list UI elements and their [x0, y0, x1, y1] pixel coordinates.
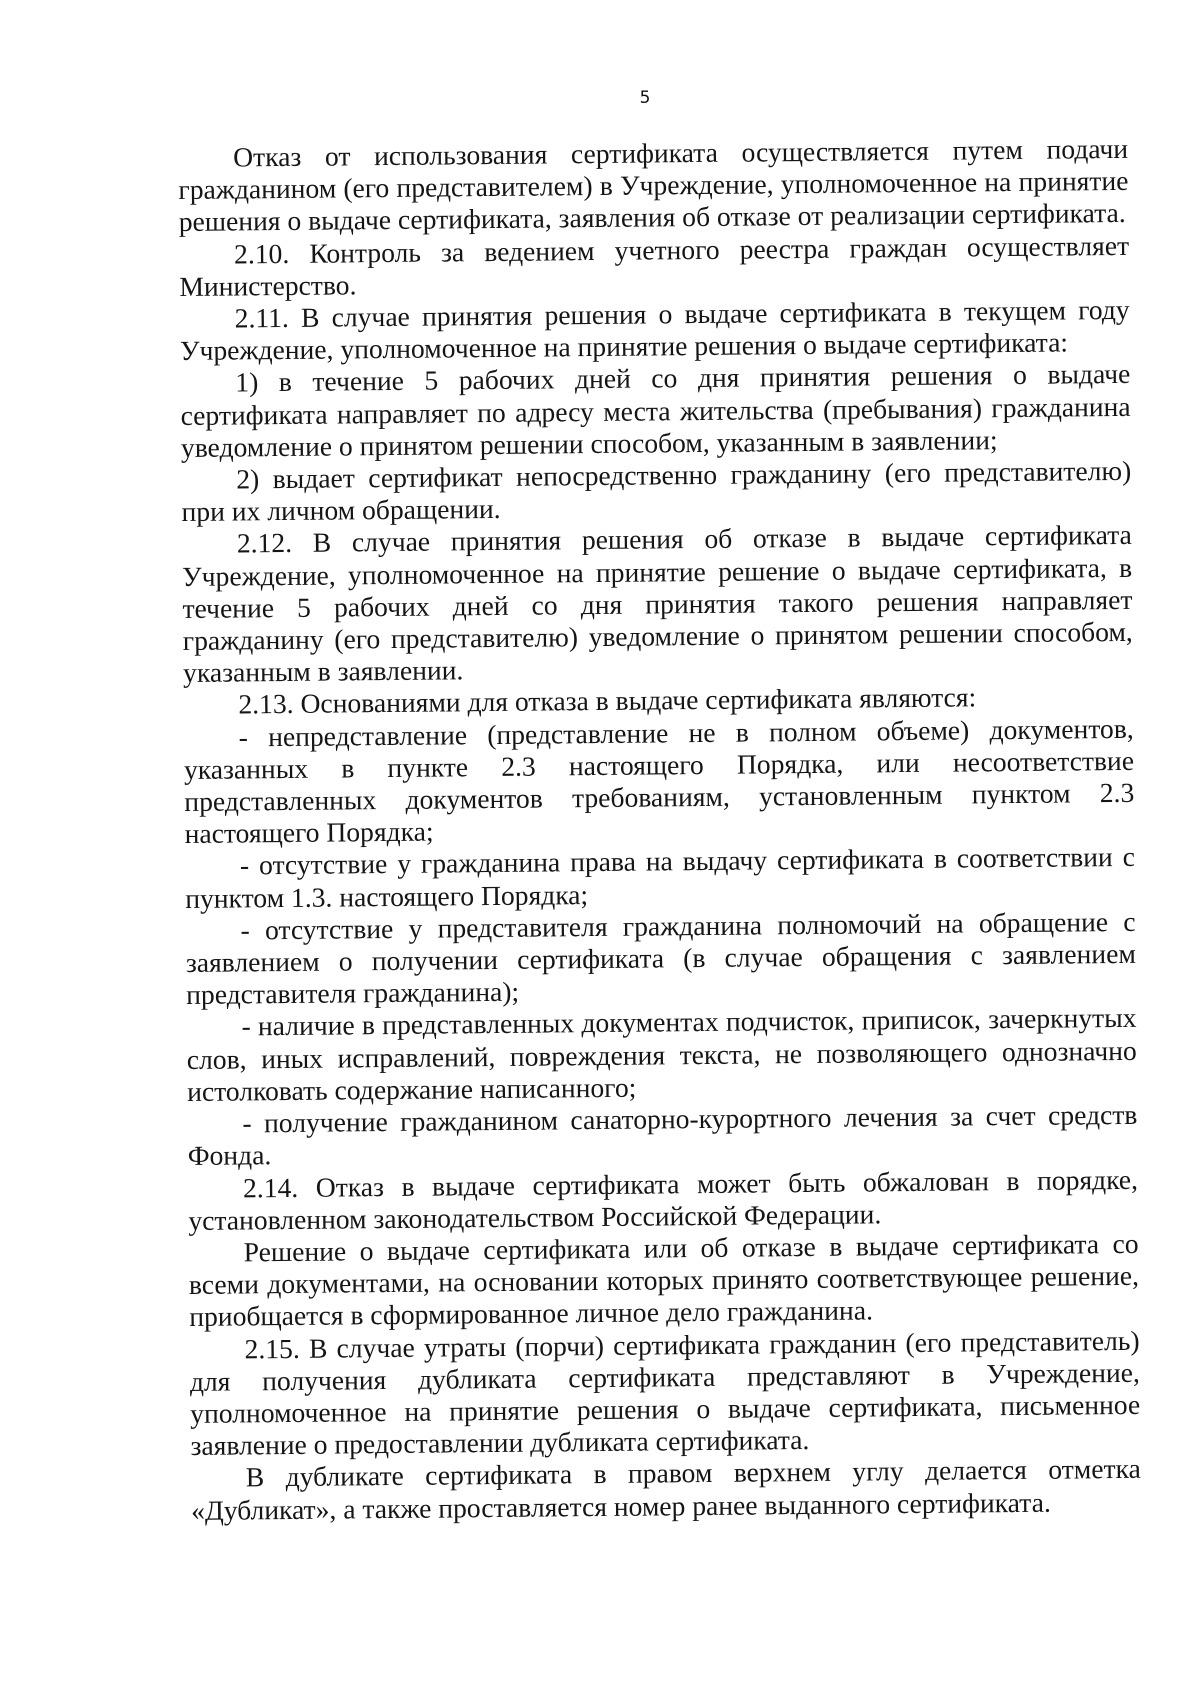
paragraph-2-13-ground-5: - получение гражданином санаторно-курортного лечения за счет средств Фонда. — [187, 1098, 1138, 1172]
paragraph-2-13-ground-4: - наличие в представленных документах подчисток, приписок, зачеркнутых слов, иных исправлений, повреждения текста, не позволяющего однозначно истолковать содержание написанного; — [186, 1002, 1137, 1107]
paragraph-2-13-ground-2: - отсутствие у гражданина права на выдачу сертификата в соответствии с пунктом 1.3. настоящего Порядка; — [185, 841, 1136, 914]
paragraph-2-13-ground-3: - отсутствие у представителя гражданина полномочий на обращение с заявлением о получении сертификата (в случае обращения с заявлением представителя гражданина); — [185, 905, 1136, 1011]
paragraph-2-12: 2.12. В случае принятия решения об отказе в выдаче сертификата Учреждение, уполномоченное на принятие решение о выдаче сертификата, в течение 5 рабочих дней со дня принятия такого решения направляет гражданину (его представителю) уведомление о принятом решении способом, указанным в заявлении. — [182, 519, 1133, 689]
paragraph-refusal-procedure: Отказ от использования сертификата осуществляется путем подачи гражданином (его представителем) в Учреждение, уполномоченное на принятие решения о выдаче сертификата, заявления об отказе от реализации сертификата. — [178, 132, 1129, 238]
paragraph-2-13-ground-1: - непредставление (представление не в полном объеме) документов, указанных в пункте 2.3 настоящего Порядка, или несоответствие представленных документов требованиям, установленным пунктом 2.3 настоящего Порядка; — [183, 712, 1135, 850]
paragraph-2-11: 2.11. В случае принятия решения о выдаче сертификата в текущем году Учреждение, уполномоченное на принятие решения о выдаче сертификата: — [179, 293, 1130, 367]
paragraph-2-11-item-2: 2) выдает сертификат непосредственно гражданину (его представителю) при их личном обращении. — [181, 454, 1132, 528]
paragraph-2-13: 2.13. Основаниями для отказа в выдаче сертификата являются: — [238, 681, 977, 720]
paragraph-decision-attachment: Решение о выдаче сертификата или об отказе в выдаче сертификата со всеми документами, на основании которых принято соответствующее решение, приобщается в сформированное личное дело гражданина. — [188, 1227, 1140, 1333]
page-number: 5 — [639, 88, 651, 108]
paragraph-2-11-item-1: 1) в течение 5 рабочих дней со дня принятия решения о выдаче сертификата направляет по адресу места жительства (пребывания) гражданина уведомление о принятом решении способом, указанным в заявлении; — [180, 358, 1131, 463]
paragraph-duplicate-mark: В дубликате сертификата в правом верхнем углу делается отметка «Дубликат», а также проставляется номер ранее выданного сертификата. — [190, 1453, 1141, 1526]
document-body — [178, 133, 1141, 1527]
paragraph-2-15: 2.15. В случае утраты (порчи) сертификата гражданин (его представитель) для получения дубликата сертификата представляют в Учреждение, уполномоченное на принятие решения о выдаче сертификата, письменное заявление о предоставлении дубликата сертификата. — [189, 1324, 1141, 1462]
paragraph-2-10: 2.10. Контроль за ведением учетного реестра граждан осуществляет Министерство. — [179, 229, 1130, 302]
paragraph-2-14: 2.14. Отказ в выдаче сертификата может быть обжалован в порядке, установленном законодательством Российской Федерации. — [188, 1163, 1139, 1236]
